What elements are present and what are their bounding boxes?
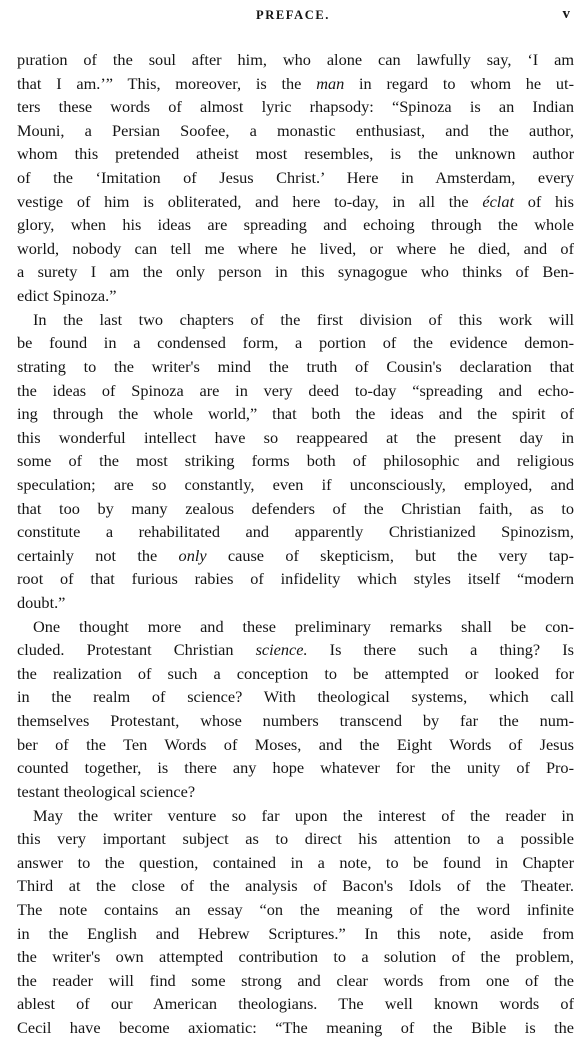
text-run: ters these words of almost lyric rhapsody: “Spinoza is an Indian <box>17 97 574 117</box>
text-run: this wonderful intellect have so reappeared at the present day in <box>17 427 574 447</box>
text-run: of the ‘Imitation of Jesus Christ.’ Here in Amsterdam, every <box>17 168 574 188</box>
text-run: strating to the writer's mind the truth of Cousin's declaration that <box>17 356 574 376</box>
text-line <box>17 591 574 615</box>
text-line <box>17 48 574 72</box>
text-run: glory, when his ideas are spreading and echoing through the whole <box>17 215 574 235</box>
text-run: The note contains an essay “on the meaning of the word infinite <box>17 899 574 919</box>
text-run: whom this pretended atheist most resembles, is the unknown author <box>17 144 574 164</box>
text-run: the ideas of Spinoza are in very deed to-day “spreading and echo- <box>17 380 574 400</box>
text-run: cause of skepticism, but the very tap- <box>206 545 574 565</box>
text-line <box>17 804 574 828</box>
text-line <box>17 237 574 261</box>
text-run: the reader will find some strong and clear words from one of the <box>17 970 574 990</box>
text-run: Mouni, a Persian Soofee, a monastic enthusiast, and the author, <box>17 120 574 140</box>
text-run: cluded. Protestant Christian <box>17 640 256 660</box>
text-run: Cecil have become axiomatic: “The meaning of the Bible is the <box>17 1017 574 1037</box>
text-run: world, nobody can tell me where he lived, or where he died, and of <box>17 238 574 258</box>
text-run: counted together, is there any hope whatever for the unity of Pro- <box>17 758 574 778</box>
text-run: ing through the whole world,” that both the ideas and the spirit of <box>17 404 574 424</box>
text-run: doubt.” <box>17 593 66 613</box>
text-run: edict Spinoza.” <box>17 286 117 306</box>
text-line <box>17 449 574 473</box>
text-line <box>17 213 574 237</box>
text-run: a surety I am the only person in this synagogue who thinks of Ben- <box>17 262 574 282</box>
text-run: pιration of the soul after him, who alone can lawfully say, ‘I am <box>17 50 574 69</box>
text-run: in regard to whom he ut- <box>344 73 574 93</box>
text-line <box>17 1016 574 1040</box>
text-line <box>17 851 574 875</box>
text-line <box>17 426 574 450</box>
page-number: v <box>562 6 570 22</box>
text-line <box>17 945 574 969</box>
text-run: this very important subject as to direct his attention to a possible <box>17 829 574 849</box>
text-run: May the writer venture so far upon the interest of the reader in <box>33 805 574 825</box>
text-line <box>17 142 574 166</box>
text-run: in the realm of science? With theological systems, which call <box>17 687 574 707</box>
text-run: in the English and Hebrew Scriptures.” In this note, aside from <box>17 923 574 943</box>
text-run: be found in a condensed form, a portion of the evidence demon- <box>17 333 574 353</box>
text-run: vestige of him is obliterated, and here to-day, in all the <box>17 191 483 211</box>
text-line <box>17 402 574 426</box>
italic-text-run: only <box>178 545 207 565</box>
text-run: of his <box>514 191 574 211</box>
text-run: ablest of our American theologians. The well known words of <box>17 994 574 1014</box>
text-run: Is there such a thing? Is <box>307 640 574 660</box>
text-line <box>17 166 574 190</box>
text-run: In the last two chapters of the first division of this work will <box>33 309 574 329</box>
text-run: speculation; are so constantly, even if unconsciously, employed, and <box>17 474 574 494</box>
italic-text-run: éclat <box>482 191 514 211</box>
text-line <box>17 874 574 898</box>
text-line <box>17 355 574 379</box>
text-line <box>17 95 574 119</box>
text-run: One thought more and these preliminary remarks shall be con- <box>33 616 574 636</box>
text-run: the writer's own attempted contribution to a solution of the problem, <box>17 947 574 967</box>
text-line <box>17 190 574 214</box>
text-run: that I am.’” This, moreover, is the <box>17 73 317 93</box>
text-line <box>17 685 574 709</box>
text-run: the realization of such a conception to be attempted or looked for <box>17 663 574 683</box>
text-run: themselves Protestant, whose numbers transcend by far the num- <box>17 711 574 731</box>
text-line <box>17 756 574 780</box>
text-run: root of that furious rabies of infidelity which styles itself “modern <box>17 569 574 589</box>
text-run: some of the most striking forms both of philosophic and religious <box>17 451 574 471</box>
text-line <box>17 544 574 568</box>
body-text <box>17 48 574 1040</box>
text-line <box>17 780 574 804</box>
text-line <box>17 992 574 1016</box>
running-head <box>12 8 574 28</box>
text-line <box>17 638 574 662</box>
text-line <box>17 733 574 757</box>
text-line <box>17 969 574 993</box>
italic-text-run: man <box>316 73 345 93</box>
text-line <box>17 72 574 96</box>
text-line <box>17 260 574 284</box>
text-line <box>17 520 574 544</box>
text-run: testant theological science? <box>17 781 196 801</box>
text-line <box>17 567 574 591</box>
text-run: answer to the question, contained in a note, to be found in Chapter <box>17 852 574 872</box>
text-line <box>17 379 574 403</box>
text-line <box>17 497 574 521</box>
text-run: certainly not the <box>17 545 179 565</box>
text-line <box>17 473 574 497</box>
text-line <box>17 922 574 946</box>
text-line <box>17 615 574 639</box>
text-run: that too by many zealous defenders of the Christian faith, as to <box>17 498 574 518</box>
text-run: ber of the Ten Words of Moses, and the Eight Words of Jesus <box>17 734 574 754</box>
text-line <box>17 898 574 922</box>
text-line <box>17 119 574 143</box>
text-line <box>17 284 574 308</box>
running-head-title: PREFACE. <box>255 8 331 22</box>
text-line <box>17 331 574 355</box>
text-run: Third at the close of the analysis of Bacon's Idols of the Theater. <box>17 876 574 896</box>
text-line <box>17 662 574 686</box>
text-line <box>17 308 574 332</box>
text-run: constitute a rehabilitated and apparently Christianized Spinozism, <box>17 522 574 542</box>
italic-text-run: science. <box>255 640 308 660</box>
text-line <box>17 827 574 851</box>
text-line <box>17 709 574 733</box>
